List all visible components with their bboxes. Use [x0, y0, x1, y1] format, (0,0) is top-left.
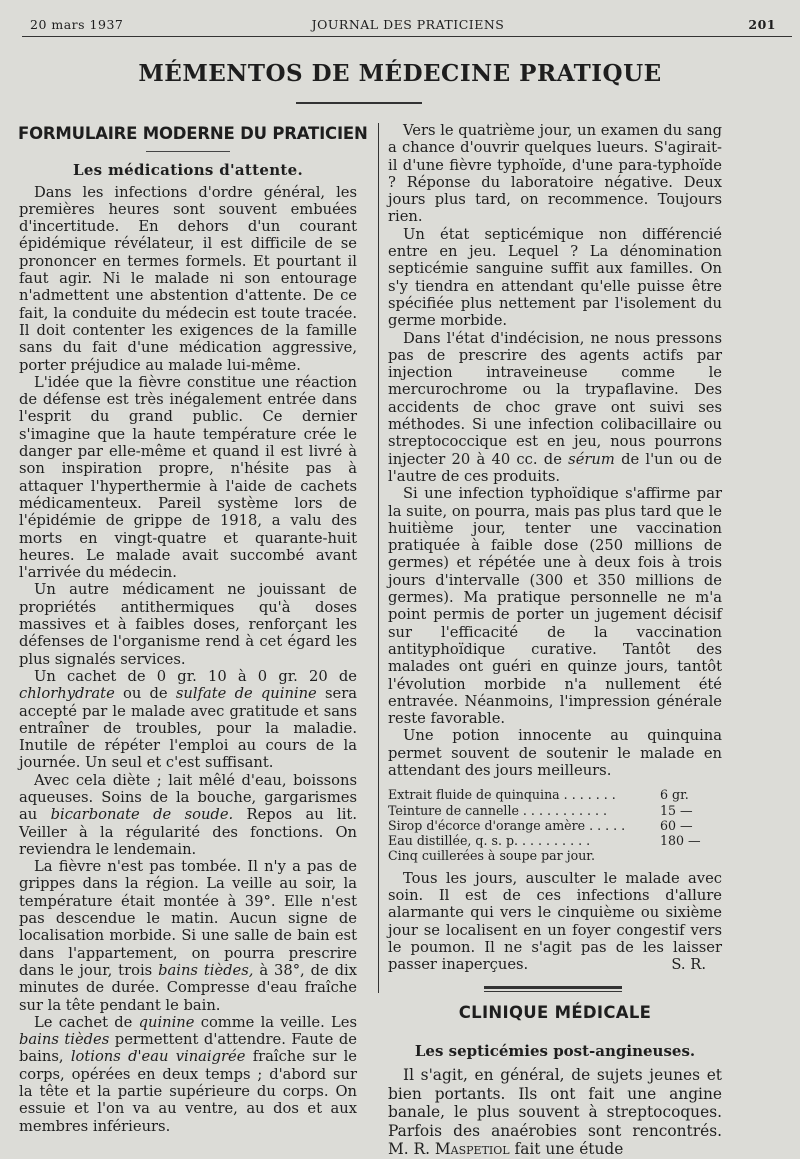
article-subtitle: Les médications d'attente.: [72, 161, 304, 180]
prescription-formula: [388, 787, 722, 863]
ingredient: Sirop d'écorce d'orange amère . . . . .: [388, 817, 626, 833]
drug-name: chlorhydrate: [19, 685, 115, 703]
issue-date: 20 mars 1937: [30, 17, 124, 32]
text-run: Repos au lit. Veiller à la régularité des fonctions. On reviendra le lendemain.: [19, 806, 357, 858]
text-run: de l'un ou de l'autre de ces produits.: [388, 450, 723, 485]
text-run: Tous les jours, ausculter le malade avec soin. Il est de ces infections d'allure alarmante qui vers le cinquième ou sixième jour se localisent en un foyer congestif vers le poumon. Il ne s'agit pas de les laisser passer inaperçues.: [388, 869, 722, 974]
paragraph: [19, 1014, 357, 1135]
running-head: [30, 17, 786, 33]
paragraph: [19, 668, 357, 772]
prescription-line: [388, 787, 722, 802]
text-run: à 38°, de dix minutes de durée. Compresse d'eau fraîche sur la tête pendant le bain.: [19, 961, 357, 1014]
article-subtitle: Les septicémies post-angineuses.: [414, 1041, 696, 1060]
author-signature: S. R.: [671, 956, 706, 974]
page-title: MÉMENTOS DE MÉDECINE PRATIQUE: [138, 60, 662, 87]
paragraph: Dans les infections d'ordre général, les premières heures sont souvent embuées d'incertitude. En dehors d'un courant épidémique révélateur, il est difficile de se prononcer en termes formels. Et pourtant il faut agir. Ni le malade ni son entourage n'admettent une abstention d'attente. De ce fait, la conduite du médecin est toute tracée. Il doit contenter les exigences de la famille sans du fait d'une médication aggressive, porter préjudice au malade lui-même.: [19, 183, 357, 374]
section-rule: [146, 151, 230, 152]
journal-name: JOURNAL DES PRATICIENS: [311, 17, 505, 32]
drug-name: bicarbonate de soude.: [50, 806, 234, 824]
paragraph: [19, 772, 357, 858]
quantity: 15 —: [660, 802, 693, 818]
ingredient: Eau distillée, q. s. p. . . . . . . . . .: [388, 833, 591, 849]
prescription-line: [388, 803, 722, 818]
quantity: 60 —: [660, 817, 693, 833]
text-run: Dans l'état d'indécision, ne nous pressons pas de prescrire des agents actifs par injection intraveineuse comme le mercurochrome ou la trypaflavine. Des accidents de choc grave ont suivi ses méthodes. Si une infection colibacillaire ou streptococcique est en jeu, nous pourrons injecter 20 à 40 cc. de: [388, 329, 722, 468]
treatment-name: lotions d'eau vinaigrée: [70, 1048, 246, 1066]
paragraph: Vers le quatrième jour, un examen du sang a chance d'ouvrir quelques lueurs. S'agirait-il d'une fièvre typhoïde, d'une para-typhoïde ? Réponse du laboratoire négative. Deux jours plus tard, on recommence. Toujours rien.: [388, 122, 722, 226]
treatment-name: sérum: [568, 450, 615, 468]
text-run: ou de: [114, 685, 176, 703]
prescription-line: [388, 818, 722, 833]
paragraph: [388, 870, 722, 974]
text-run: Un cachet de 0 gr. 10 à 0 gr. 20 de: [34, 667, 357, 685]
quantity: 180 —: [660, 833, 701, 849]
paragraph: [19, 858, 357, 1014]
paragraph: L'idée que la fièvre constitue une réaction de défense est très inégalement entrée dans l'esprit du grand public. Ce dernier s'imagine que la haute température crée le danger par elle-même et quand il est livré à son inspiration propre, n'hésite pas à attaquer l'hyperthermie à l'aide de cachets médicamenteux. Pareil système lors de l'épidémie de grippe de 1918, a valu des morts en vingt-quatre et quarante-huit heures. Le malade avait succombé avant l'arrivée du médecin.: [19, 373, 357, 582]
section-title-formulaire: FORMULAIRE MODERNE DU PRATICIEN: [18, 124, 368, 143]
page-number: 201: [748, 17, 776, 32]
column-divider: [378, 123, 379, 993]
ingredient: Extrait fluide de quinquina . . . . . . .: [388, 787, 616, 803]
paragraph: Un état septicémique non différencié entre en jeu. Lequel ? La dénomination septicémie sanguine suffit aux familles. On s'y tiendra en attendant qu'elle puisse être spécifiée plus nettement par l'isolement du germe morbide.: [388, 225, 722, 330]
text-run: La fièvre n'est pas tombée. Il n'y a pas de grippes dans la région. La veille au soir, la température était montée à 39°. Elle n'est pas descendue le matin. Aucun signe de localisation morbide. Si une salle de bain est dans l'appartement, on pourra prescrire dans le jour, trois: [19, 858, 357, 979]
quantity: 6 gr.: [660, 787, 689, 803]
author-name: Maspetiol: [434, 1140, 510, 1159]
treatment-name: bains tièdes: [19, 1031, 110, 1049]
ingredient: Teinture de cannelle . . . . . . . . . . .: [388, 802, 607, 818]
text-run: Il s'agit, en général, de sujets jeunes et bien portants. Ils ont fait une angine banale, le plus souvent à streptocoques. Parfois des anaérobies sont rencontrés. M. R.: [388, 1066, 722, 1159]
paragraph: Une potion innocente au quinquina permet souvent de soutenir le malade en attendant des jours meilleurs.: [388, 727, 722, 779]
text-run: comme la veille. Les: [194, 1013, 358, 1031]
paragraph: [388, 1066, 722, 1159]
text-run: permettent d'attendre. Faute de bains,: [19, 1031, 357, 1066]
left-column: [18, 124, 368, 1135]
title-rule: [296, 102, 422, 104]
paragraph: Un autre médicament ne jouissant de propriétés antithermiques qu'à doses massives et à faibles doses, renforçant les défenses de l'organisme rend à cet égard les plus signalés services.: [19, 581, 357, 668]
paragraph: [388, 330, 722, 486]
text-run: Le cachet de: [34, 1013, 139, 1031]
prescription-line: [388, 833, 722, 848]
right-column: [388, 122, 722, 1159]
text-run: Avec cela diète ; lait mêlé d'eau, boissons aqueuses. Soins de la bouche, gargarismes au: [19, 771, 357, 824]
dosage-note: Cinq cuillerées à soupe par jour.: [388, 848, 595, 864]
text-run: fait une étude: [509, 1140, 624, 1159]
drug-name: quinine: [138, 1013, 195, 1031]
paragraph: Si une infection typhoïdique s'affirme par la suite, on pourra, mais pas plus tard que le huitième jour, tenter une vaccination pratiquée à faible dose (250 millions de germes) et répétée une à deux fois à trois jours d'intervalle (300 et 350 millions de germes). Ma pratique personnelle ne m'a point permis de porter un jugement décisif sur l'efficacité de la vaccination antityphoïdique curative. Tantôt des malades ont guéri en quinze jours, tantôt l'évolution morbide n'a nullement été entravée. Néanmoins, l'impression générale reste favorable.: [388, 485, 722, 728]
drug-name: sulfate de quinine: [175, 685, 317, 703]
section-rule-thick: [484, 986, 622, 989]
header-rule: [22, 36, 792, 37]
text-run: sera accepté par le malade avec gratitude et sans entraîner de troubles, pour la maladie. Inutile de répéter l'emploi au cours de la journée. Un seul et c'est suffisant.: [19, 685, 357, 772]
section-title-clinique: CLINIQUE MÉDICALE: [458, 1002, 652, 1022]
text-run: fraîche sur le corps, opérées en deux temps ; d'abord sur la tête et la partie supérieure du corps. On essuie et l'on va au ventre, au dos et aux membres inférieurs.: [19, 1048, 357, 1135]
section-rule-thin: [484, 991, 622, 992]
treatment-name: bains tièdes,: [158, 961, 254, 979]
